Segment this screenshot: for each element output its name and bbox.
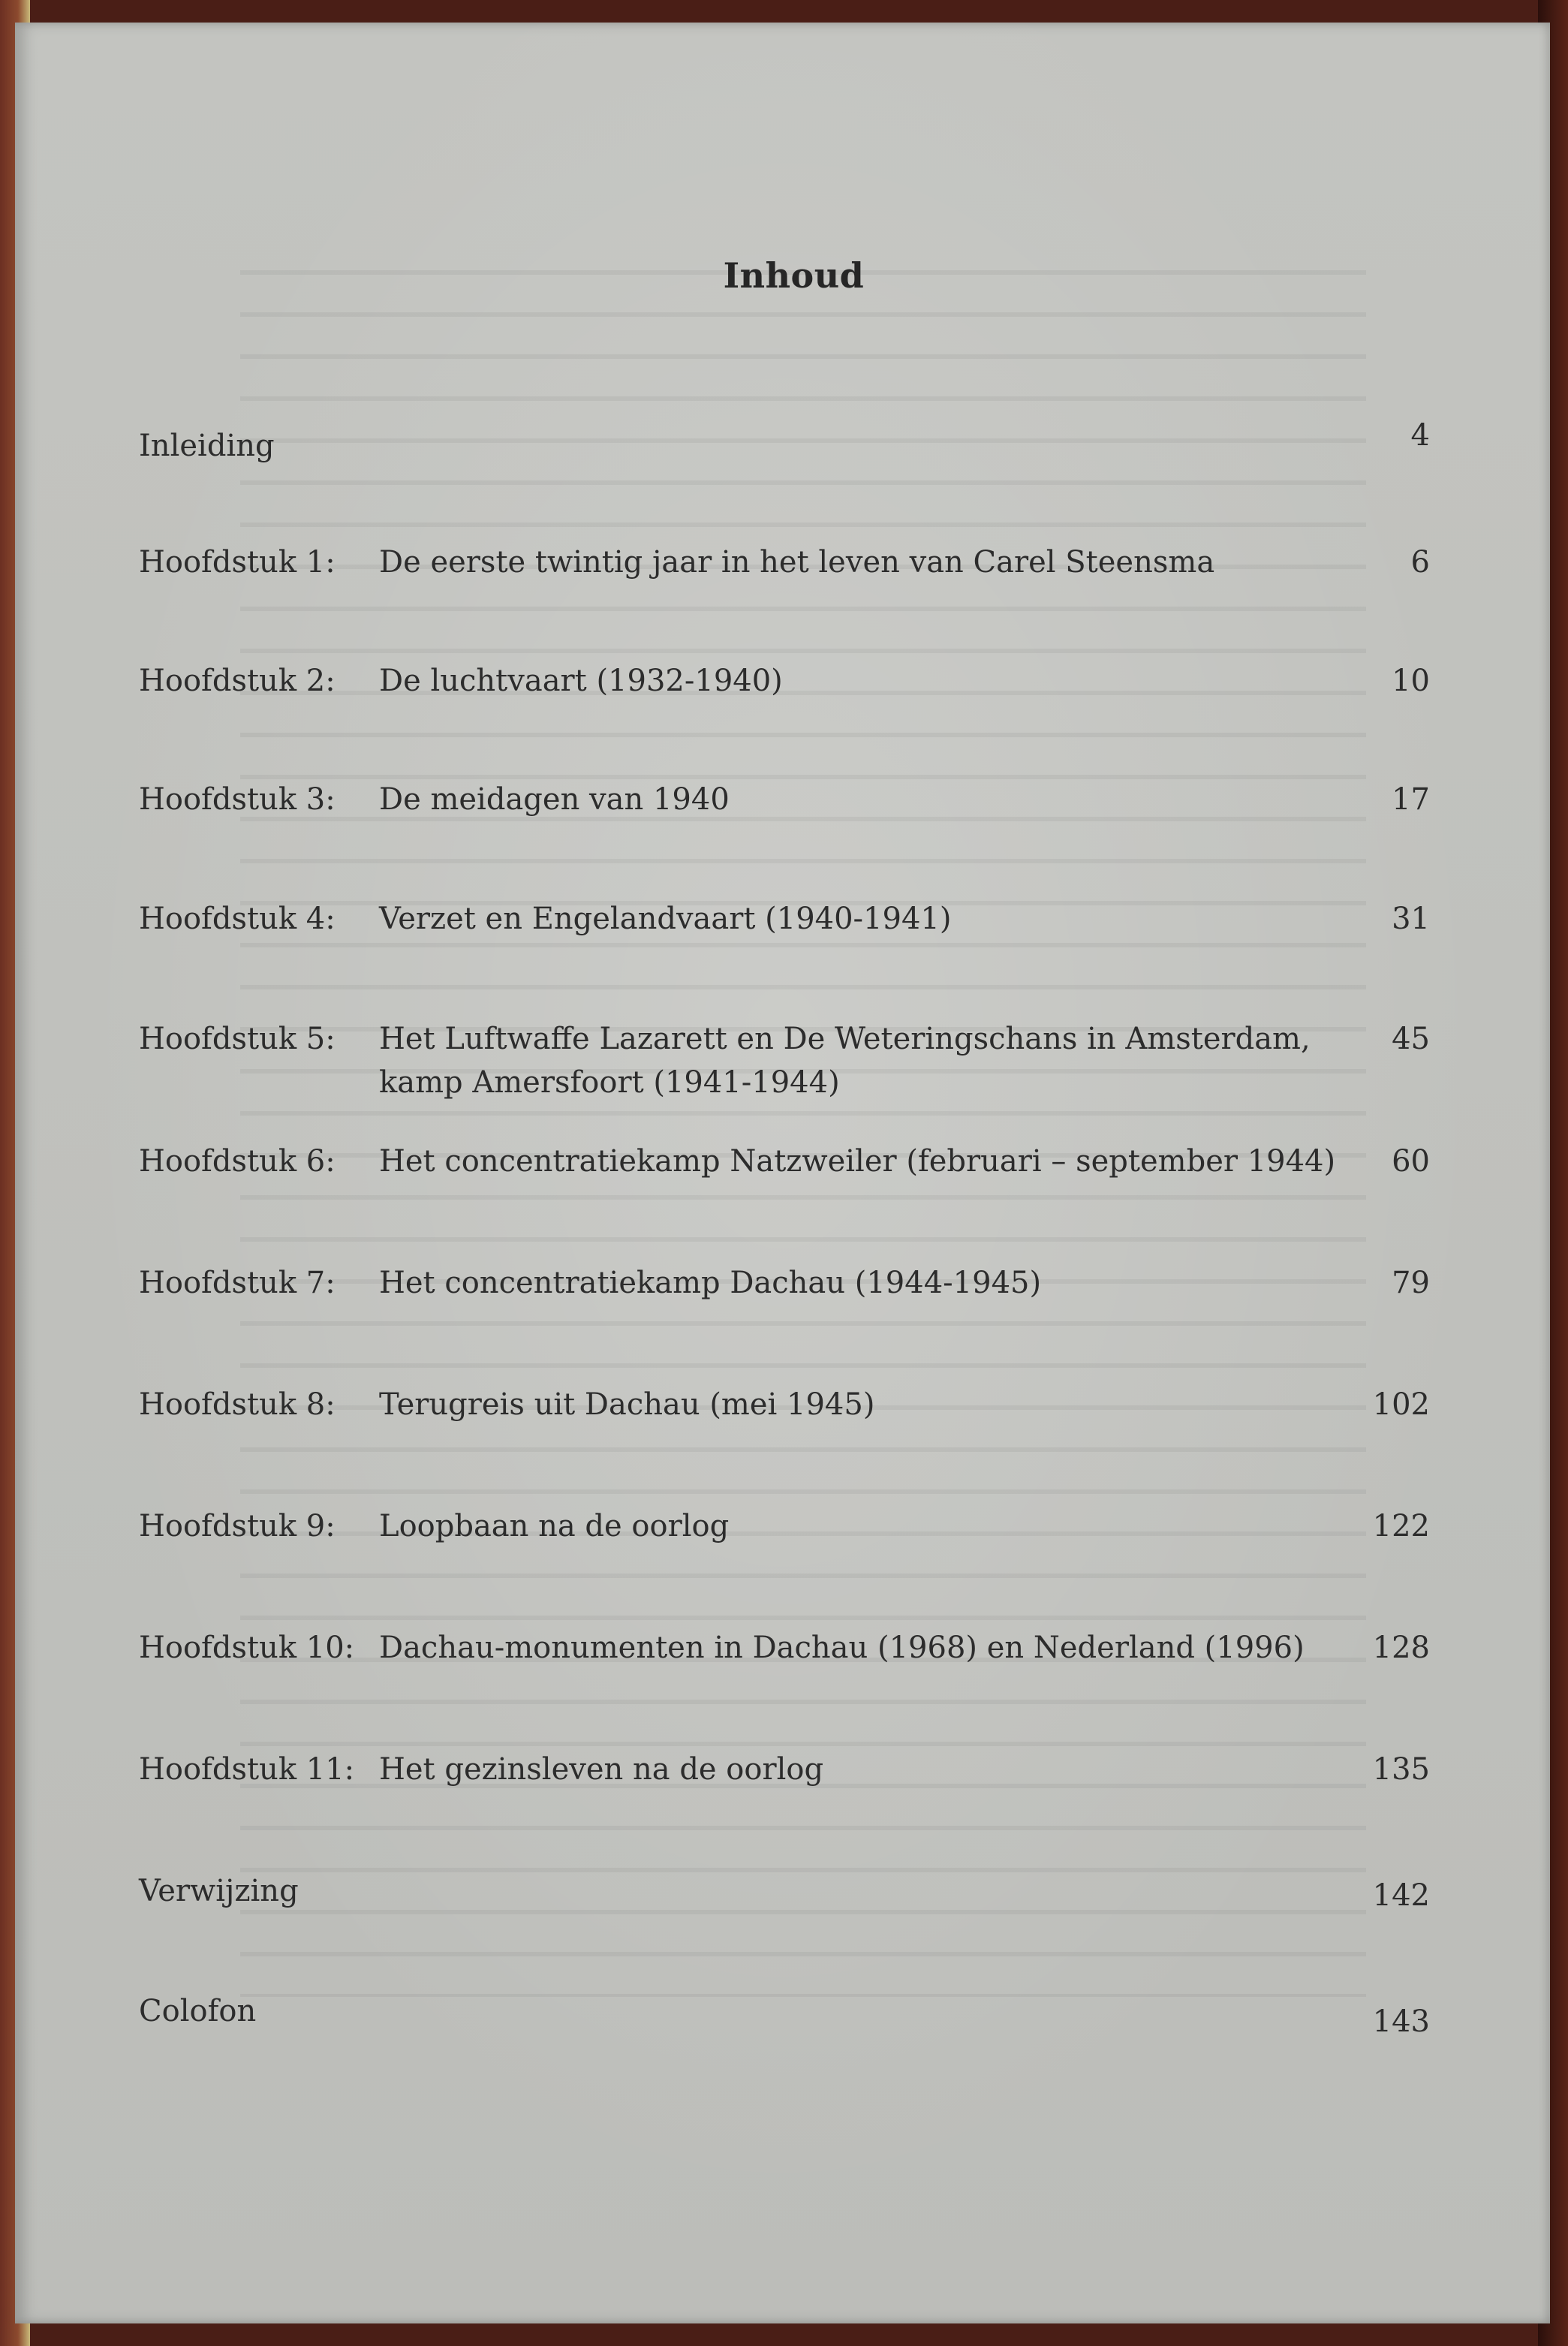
toc-label: Hoofdstuk 11:: [139, 1752, 355, 1787]
toc-label: Inleiding: [139, 429, 275, 463]
toc-page-number: 17: [1392, 782, 1430, 817]
toc-label: Hoofdstuk 5:: [139, 1022, 336, 1056]
toc-page-number: 142: [1372, 1878, 1430, 1913]
toc-page-number: 79: [1392, 1266, 1430, 1300]
book-page: [15, 23, 1550, 2323]
toc-page-number: 143: [1372, 2004, 1430, 2039]
toc-title: De meidagen van 1940: [379, 782, 730, 817]
toc-page-number: 60: [1392, 1144, 1430, 1179]
toc-page-number: 6: [1410, 545, 1430, 580]
toc-title: De eerste twintig jaar in het leven van Carel Steensma: [379, 545, 1215, 580]
toc-title: Het gezinsleven na de oorlog: [379, 1752, 824, 1787]
toc-page-number: 4: [1410, 418, 1430, 453]
toc-label: Hoofdstuk 3:: [139, 782, 336, 817]
toc-page-number: 10: [1392, 664, 1430, 698]
toc-title: Het Luftwaffe Lazarett en De Weteringschans in Amsterdam, kamp Amersfoort (1941-1944): [379, 1022, 1311, 1100]
toc-label: Verwijzing: [139, 1874, 299, 1908]
toc-page-number: 31: [1392, 902, 1430, 936]
toc-title: Verzet en Engelandvaart (1940-1941): [379, 902, 952, 936]
page-title: Inhoud: [723, 255, 865, 296]
toc-label: Hoofdstuk 2:: [139, 664, 336, 698]
toc-title: De luchtvaart (1932-1940): [379, 664, 783, 698]
toc-label: Hoofdstuk 9:: [139, 1509, 336, 1543]
toc-label: Hoofdstuk 6:: [139, 1144, 336, 1179]
toc-page-number: 135: [1372, 1752, 1430, 1787]
toc-label: Hoofdstuk 8:: [139, 1387, 336, 1422]
toc-page-number: 122: [1372, 1509, 1430, 1543]
toc-label: Hoofdstuk 7:: [139, 1266, 336, 1300]
toc-page-number: 102: [1372, 1387, 1430, 1422]
toc-label: Hoofdstuk 10:: [139, 1631, 355, 1665]
toc-title: Loopbaan na de oorlog: [379, 1509, 730, 1543]
toc-title: Dachau-monumenten in Dachau (1968) en Nederland (1996): [379, 1631, 1305, 1665]
toc-label: Hoofdstuk 1:: [139, 545, 336, 580]
toc-label: Colofon: [139, 1994, 257, 2028]
toc-title: Terugreis uit Dachau (mei 1945): [379, 1387, 875, 1422]
bleed-through-text: [240, 270, 1366, 1997]
toc-page-number: 128: [1372, 1631, 1430, 1665]
toc-label: Hoofdstuk 4:: [139, 902, 336, 936]
toc-page-number: 45: [1392, 1022, 1430, 1056]
toc-title: Het concentratiekamp Natzweiler (februari – september 1944): [379, 1144, 1336, 1179]
toc-title: Het concentratiekamp Dachau (1944-1945): [379, 1266, 1042, 1300]
